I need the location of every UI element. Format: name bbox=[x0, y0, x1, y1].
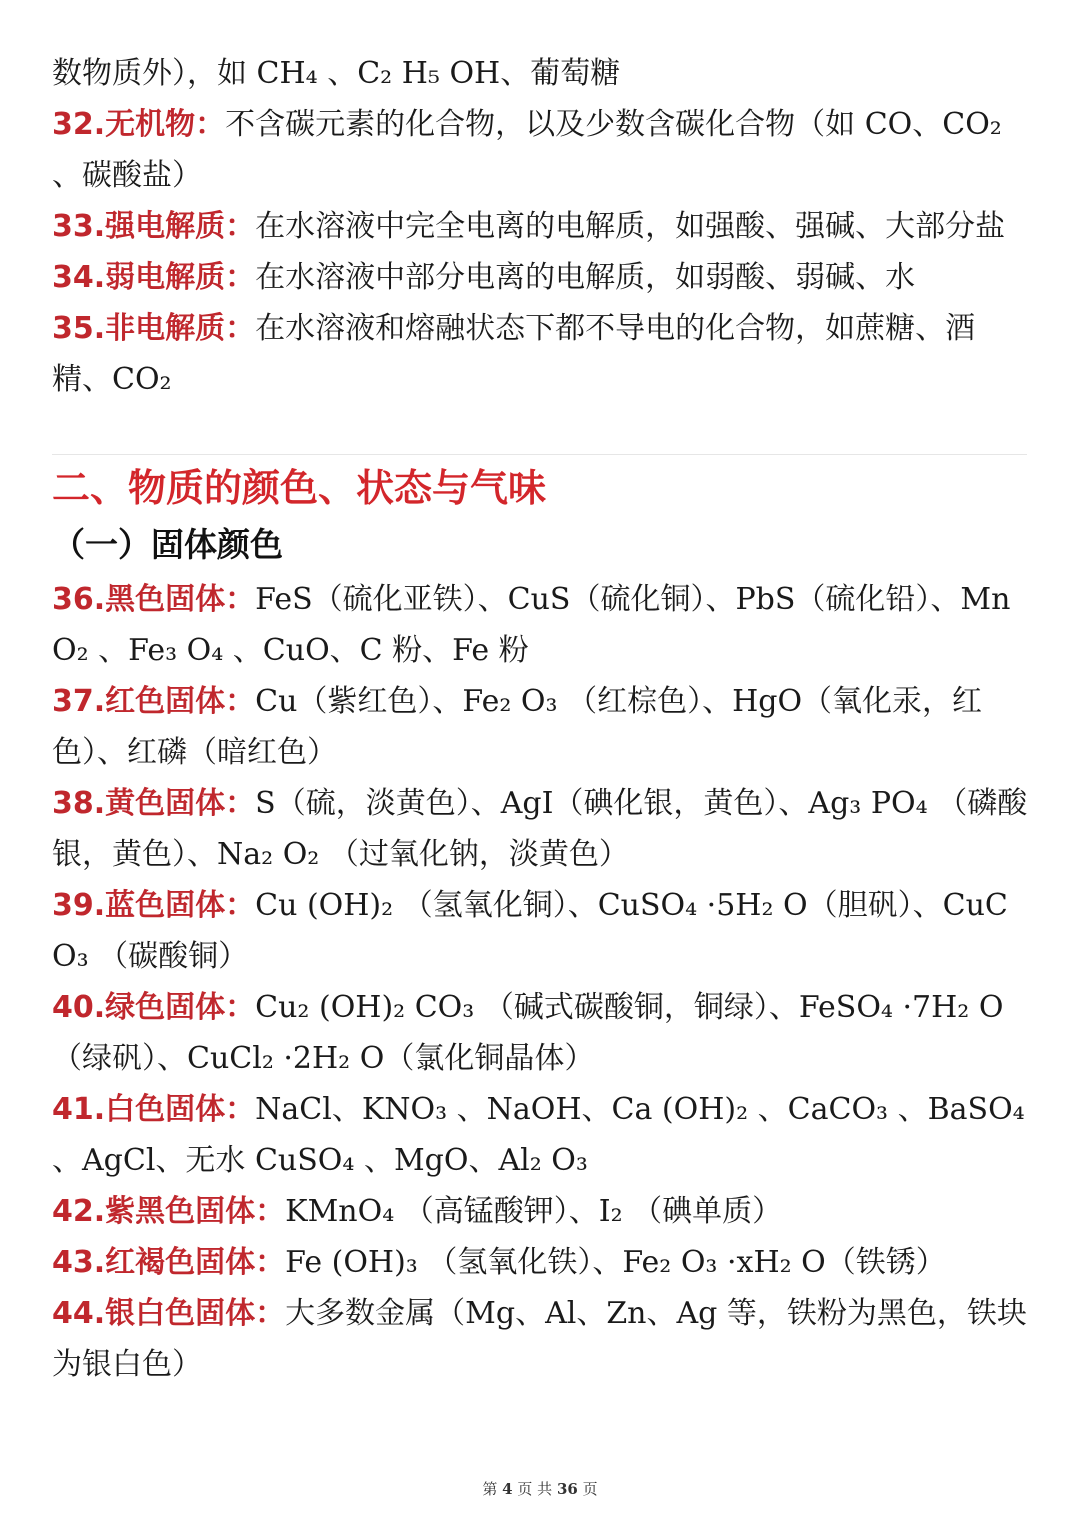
footer-page-number: 4 bbox=[502, 1480, 513, 1498]
item-33 bbox=[52, 201, 1032, 252]
item-36 bbox=[52, 574, 1032, 676]
item-text: 不含碳元素的化合物，以及少数含碳化合物（如 CO、CO₂ 、碳酸盐） bbox=[52, 107, 1002, 193]
item-text: 大多数金属（Mg、Al、Zn、Ag 等，铁粉为黑色，铁块为银白色） bbox=[52, 1296, 1027, 1382]
item-term: 33.强电解质： bbox=[52, 209, 256, 244]
item-39 bbox=[52, 880, 1032, 982]
item-term: 41.白色固体： bbox=[52, 1092, 256, 1127]
item-41 bbox=[52, 1084, 1032, 1186]
section-title: 二、物质的颜色、状态与气味 bbox=[52, 466, 547, 510]
item-37 bbox=[52, 676, 1032, 778]
item-term: 38.黄色固体： bbox=[52, 786, 256, 821]
footer-prefix: 第 bbox=[482, 1480, 498, 1498]
item-term: 42.紫黑色固体： bbox=[52, 1194, 286, 1229]
item-term: 43.红褐色固体： bbox=[52, 1245, 286, 1280]
item-text: S（硫，淡黄色）、AgI（碘化银，黄色）、Ag₃ PO₄ （磷酸银，黄色）、Na₂ O₂ （过氧化钠，淡黄色） bbox=[52, 786, 1028, 872]
item-text: KMnO₄ （高锰酸钾）、I₂ （碘单质） bbox=[285, 1194, 783, 1229]
item-term: 40.绿色固体： bbox=[52, 990, 256, 1025]
footer-suffix: 页 bbox=[582, 1480, 598, 1498]
item-38 bbox=[52, 778, 1032, 880]
item-text: 在水溶液和熔融状态下都不导电的化合物，如蔗糖、酒精、CO₂ bbox=[52, 311, 976, 397]
item-term: 32.无机物： bbox=[52, 107, 226, 142]
item-text: 在水溶液中部分电离的电解质，如弱酸、弱碱、水 bbox=[255, 260, 916, 295]
item-term: 34.弱电解质： bbox=[52, 260, 256, 295]
item-40 bbox=[52, 982, 1032, 1084]
subsection-title: （一）固体颜色 bbox=[52, 525, 283, 564]
item-text: Fe (OH)₃ （氢氧化铁）、Fe₂ O₃ ·xH₂ O（铁锈） bbox=[285, 1245, 946, 1280]
item-text: 在水溶液中完全电离的电解质，如强酸、强碱、大部分盐 bbox=[255, 209, 1006, 244]
section-divider bbox=[52, 454, 1027, 455]
footer-total-pages: 36 bbox=[556, 1480, 578, 1498]
item-32 bbox=[52, 99, 1032, 201]
footer-middle: 页 共 bbox=[517, 1480, 553, 1498]
item-text: FeS（硫化亚铁）、CuS（硫化铜）、PbS（硫化铅）、MnO₂ 、Fe₃ O₄ 、CuO、C 粉、Fe 粉 bbox=[52, 582, 1011, 668]
item-term: 36.黑色固体： bbox=[52, 582, 256, 617]
item-42 bbox=[52, 1186, 1032, 1237]
document-page bbox=[52, 48, 1032, 1390]
intro-line: 数物质外），如 CH₄ 、C₂ H₅ OH、葡萄糖 bbox=[52, 56, 621, 91]
item-44 bbox=[52, 1288, 1032, 1390]
item-34 bbox=[52, 252, 1032, 303]
item-35 bbox=[52, 303, 1032, 405]
item-43 bbox=[52, 1237, 1032, 1288]
page-footer bbox=[0, 1478, 1080, 1499]
item-text: Cu（紫红色）、Fe₂ O₃ （红棕色）、HgO（氧化汞，红色）、红磷（暗红色） bbox=[52, 684, 983, 770]
item-text: Cu₂ (OH)₂ CO₃ （碱式碳酸铜，铜绿）、FeSO₄ ·7H₂ O（绿矾）、CuCl₂ ·2H₂ O（氯化铜晶体） bbox=[52, 990, 1004, 1076]
item-term: 37.红色固体： bbox=[52, 684, 256, 719]
item-term: 44.银白色固体： bbox=[52, 1296, 286, 1331]
item-term: 35.非电解质： bbox=[52, 311, 256, 346]
item-term: 39.蓝色固体： bbox=[52, 888, 256, 923]
spacer bbox=[52, 405, 1032, 454]
item-text: Cu (OH)₂ （氢氧化铜）、CuSO₄ ·5H₂ O（胆矾）、CuCO₃ （碳酸铜） bbox=[52, 888, 1008, 974]
item-text: NaCl、KNO₃ 、NaOH、Ca (OH)₂ 、CaCO₃ 、BaSO₄ 、AgCl、无水 CuSO₄ 、MgO、Al₂ O₃ bbox=[52, 1092, 1025, 1178]
